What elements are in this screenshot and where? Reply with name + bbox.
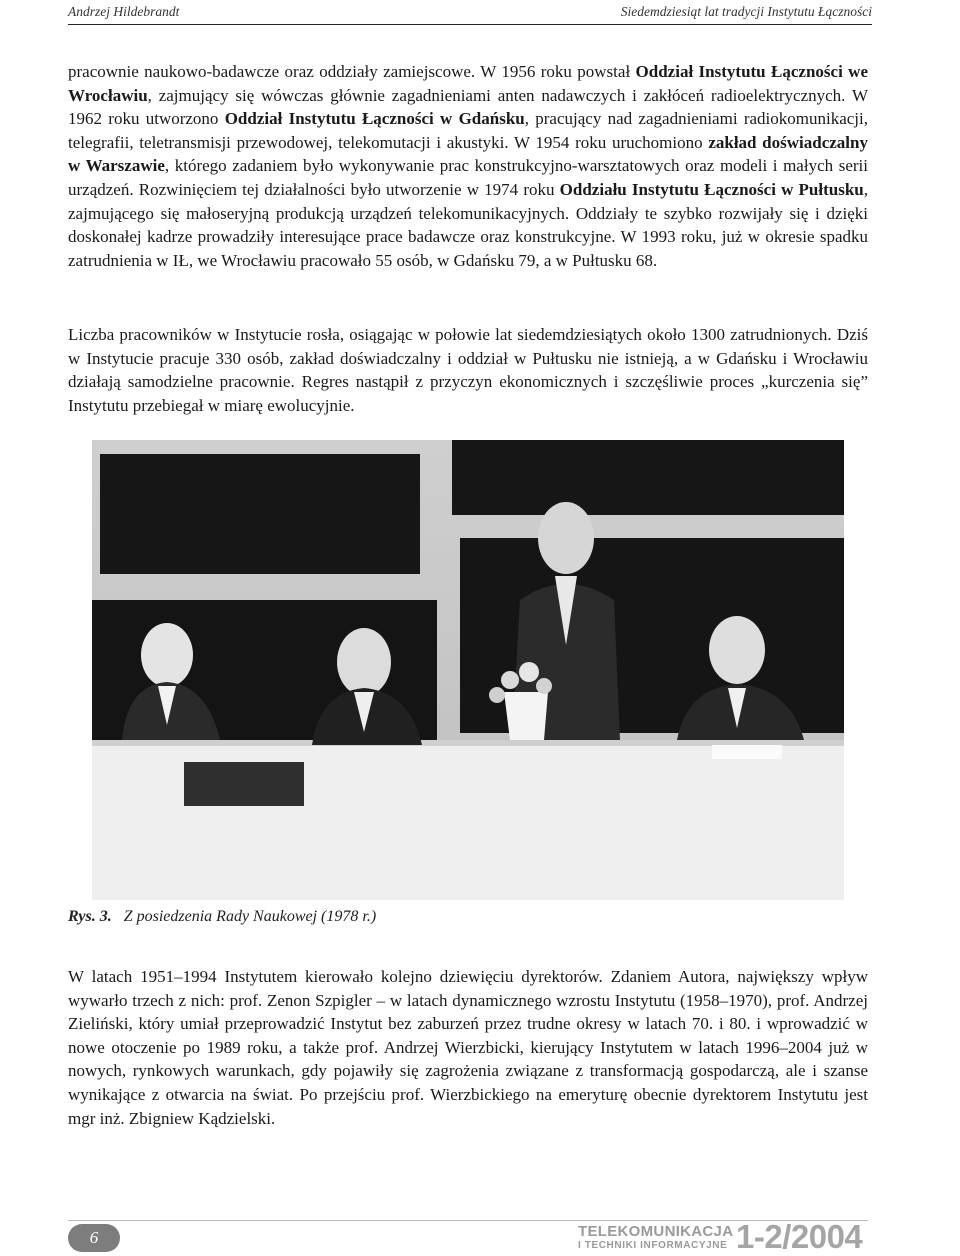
header-article-title: Siedemdziesiąt lat tradycji Instytutu Łączności bbox=[620, 4, 872, 19]
figure-caption-text: Z posiedzenia Rady Naukowej (1978 r.) bbox=[123, 908, 377, 925]
bold-run: Oddziału Instytutu Łączności w Pułtusku bbox=[559, 179, 864, 199]
text-run: W latach 1951–1994 Instytutem kierowało kolejno dziewięciu dyrektorów. Zdaniem Autora, największy wpływ wywarło trzech z nich: prof. Zenon Szpigler – w latach dynamicznego wzrostu Instytutu (1958–1970), prof. Andrzej Zieliński, który umiał przeprowadzić Instytut bez zaburzeń przez trudne okresy w latach 70. i 80. i wprowadzić w nowe otoczenie po 1989 roku, a także prof. Andrzej Wierzbicki, kierujący Instytutem w latach 1996–2004 już w nowych, rynkowych warunkach, gdy pojawiły się zagrożenia związane z transformacją gospodarczą, ale i szanse wynikające z otwarcia na świat. Po przejściu prof. Wierzbickiego na emeryturę obecnie dyrektorem Instytutu jest mgr inż. Zbigniew Kądzielski. bbox=[68, 967, 868, 1128]
running-head bbox=[68, 0, 872, 25]
header-author: Andrzej Hildebrandt bbox=[68, 4, 180, 19]
paragraph-staff bbox=[68, 323, 868, 417]
text-run: , zajmującego się małoseryjną produkcją urządzeń telekomunikacyjnych. Oddziały te szybko rozwijały się i dzięki doskonałej kadrze prowadziły interesujące prace badawcze oraz konstrukcyjne. W 1993 roku, już w okresie spadku zatrudnienia w IŁ, we Wrocławiu pracowało 55 osób, w Gdańsku 79, a w Pułtusku 68. bbox=[68, 179, 869, 270]
bold-run: Oddział Instytutu Łączności we Wrocławiu bbox=[68, 62, 868, 105]
text-run: , którego zadaniem było wykonywanie prac konstrukcyjno-warsztatowych oraz modeli i małych serii urządzeń. Rozwinięciem tej działalności było utworzenie w 1974 roku bbox=[68, 156, 868, 199]
bold-run: zakład doświadczalny w Warszawie bbox=[68, 132, 868, 176]
issue-number: 1-2/2004 bbox=[736, 1218, 863, 1255]
paragraph-branches bbox=[68, 60, 868, 272]
figure-caption bbox=[68, 908, 376, 926]
text-run: , zajmujący się wówczas głównie zagadnieniami anten nadawczych i zakłóceń radioelektrycznych. W 1962 roku utworzono bbox=[68, 85, 868, 129]
bold-run: Oddział Instytutu Łączności w Gdańsku bbox=[224, 109, 525, 129]
figure-label: Rys. 3. bbox=[68, 908, 112, 925]
text-run: pracownie naukowo-badawcze oraz oddziały zamiejscowe. W 1956 roku powstał bbox=[68, 62, 636, 81]
text-run: Liczba pracowników w Instytucie rosła, osiągając w połowie lat siedemdziesiątych około 1300 zatrudnionych. Dziś w Instytucie pracuje 330 osób, zakład doświadczalny i oddział w Pułtusku nie istnieją, a w Gdańsku i Wrocławiu działają samodzielne pracownie. Regres nastąpił z przyczyn ekonomicznych i szczęśliwie proces „kurczenia się” Instytutu przebiegał w miarę ewolucyjnie. bbox=[68, 325, 868, 415]
text-run: , pracujący nad zagadnieniami radiokomunikacji, telegrafii, teletransmisji przewodowej, telekomutacji i akustyki. W 1954 roku uruchomiono bbox=[68, 109, 868, 152]
figure-photo bbox=[92, 440, 844, 900]
page-number: 6 bbox=[89, 1228, 99, 1247]
journal-title-line2: I TECHNIKI INFORMACYJNE bbox=[578, 1240, 728, 1251]
page-number-badge bbox=[68, 1224, 120, 1252]
journal-logo bbox=[578, 1221, 733, 1251]
journal-title-line1: TELEKOMUNIKACJA bbox=[578, 1223, 734, 1240]
photo-council-meeting bbox=[92, 440, 844, 900]
paragraph-directors bbox=[68, 965, 868, 1130]
